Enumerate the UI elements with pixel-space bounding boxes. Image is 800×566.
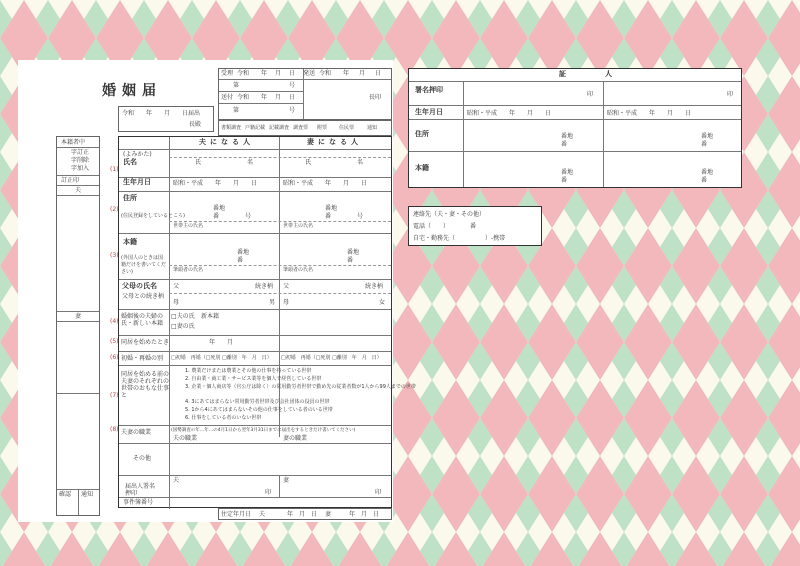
section-num-6: (6) [110,354,119,361]
husband-honseki-banchi: 番地 [237,249,250,256]
witness-address-label: 住所 [415,130,429,138]
wife-gou: 号 [357,213,364,220]
office-col-7: 通知 [367,125,378,131]
honseki-label: 本籍 [123,238,137,246]
delivered-go: 号 [289,107,296,114]
side-item-3: 字加入 [71,165,90,172]
residence-wife: 妻 [325,511,332,518]
job-item-1[interactable]: 1. 農業だけまたは農業とその他の仕事を持っている世帯 [185,368,312,374]
husband-surname-check[interactable]: □夫の氏 [171,313,195,320]
residence-husband: 夫 [259,511,266,518]
furigana-label: (よみかた) [123,151,152,158]
husband-prev-marriage[interactable]: □初婚 再婚（□死別 □離別 年 月 日） [171,355,272,361]
office-col-4: 調査票 [293,125,309,131]
form-sheet [18,60,416,522]
main-grid [118,136,416,508]
birth-label: 生年月日 [123,178,151,186]
filing-box[interactable] [118,106,214,132]
side-confirm: 確認 [59,491,72,498]
office-col-5: 附票 [317,125,328,131]
wife-prev-marriage[interactable]: □初婚 再婚（□死別 □離別 年 月 日） [281,355,382,361]
office-col-6: 住民票 [339,125,355,131]
section-num-3: (3) [110,252,119,259]
new-honseki: 新本籍 [201,313,220,320]
contact-phone[interactable]: 電話（ ） 番 [413,223,477,230]
delivered-reiwa: 令和 [237,94,250,101]
signature-husband: 夫 [173,477,180,484]
husband-mother: 母 [173,299,180,306]
honseki-note: (外国人のときは国籍だけを書いてください) [121,255,167,275]
prev-marriage-label: 初婚・再婚の別 [121,355,164,362]
witness1-birth[interactable]: 昭和・平成 年 月 日 [467,110,552,117]
witness1-honseki-ban: 番 [561,177,568,184]
witness1-seal: 印 [587,91,594,98]
side-wife: 妻 [75,313,82,320]
address-note: (住民登録をしているところ) [121,213,185,219]
name-label: 氏名 [123,158,137,166]
signature-wife-seal: 印 [375,489,382,496]
case-number-label: 事件簿番号 [123,499,154,506]
filing-date: 令和 年 月 日届出 [122,110,201,117]
sent-year: 年 [343,70,350,77]
witness1-ban: 番 [561,141,568,148]
wife-honseki-banchi: 番地 [347,249,360,256]
job-item-2[interactable]: 2. 自由業・商工業・サービス業等を個人で経営している世帯 [185,376,322,382]
wife-birth[interactable]: 昭和・平成 年 月 日 [283,180,368,187]
sent-label: 発送 [303,70,316,77]
contact-home[interactable]: 自宅・勤務先（ ）-携帯 [413,235,506,242]
job-item-5[interactable]: 5. 1から4にあてはまらないその他の仕事をしている者のいる世帯 [185,407,333,413]
occupation-label: 夫妻の職業 [121,429,152,436]
husband-ban: 番 [213,213,220,220]
occupation-note: (国勢調査の年…年…の4月1日から翌年3月31日までに届出をするときだけ書いてください) [171,428,356,433]
side-item-1: 字訂正 [71,149,90,156]
witness2-seal: 印 [727,91,734,98]
contact-title: 連絡先（夫・妻・その他） [413,211,486,218]
contact-box[interactable] [408,206,542,246]
wife-col-header: 妻になる人 [307,138,362,146]
husband-banchi: 番地 [213,205,226,212]
office-col-3: 記載調査 [269,125,290,131]
residence-date-label: 住定年月日 [221,511,252,518]
delivered-month: 月 [275,94,282,101]
parents-note: 父母との続き柄 [122,293,165,300]
witness1-honseki-banchi: 番地 [561,169,574,176]
section-num-2: (2) [110,206,119,213]
witness-birth-label: 生年月日 [415,108,443,116]
side-correction-seal: 訂正印 [61,177,80,184]
form-title: 婚姻届 [102,83,162,99]
office-col-1: 書類調査 [221,125,242,131]
husband-col-header: 夫になる人 [199,138,254,146]
cohabit-value[interactable]: 年 月 [209,339,234,346]
witness2-birth[interactable]: 昭和・平成 年 月 日 [607,110,692,117]
witness2-honseki-ban: 番 [701,177,708,184]
cohabit-label: 同居を始めたとき [121,339,170,346]
wife-ban: 番 [325,213,332,220]
filing-to: 長殿 [189,121,202,128]
husband-householder: 世帯主の氏名 [173,223,204,229]
delivered-label: 送付 [221,94,234,101]
sent-day: 日 [375,70,382,77]
husband-birth[interactable]: 昭和・平成 年 月 日 [173,180,258,187]
received-go: 号 [289,82,296,89]
office-col-2: 戸籍記載 [245,125,266,131]
husband-job-label: 夫の職業 [173,435,198,442]
parents-label: 父母の氏名 [122,282,157,290]
chief-seal: 長印 [369,94,382,101]
husband-relation: 続き柄 [255,283,274,290]
section-num-7: (7) [110,392,119,399]
received-dai: 第 [233,82,240,89]
side-husband: 夫 [75,187,82,194]
witness-box [408,68,742,188]
wife-banchi: 番地 [325,205,338,212]
husband-father: 父 [173,283,180,290]
wife-daughter: 女 [379,299,386,306]
received-day: 日 [289,70,296,77]
wife-householder: 世帯主の氏名 [283,223,314,229]
delivered-day: 日 [289,94,296,101]
section-num-8: (8) [110,426,119,433]
wife-honseki-ban: 番 [347,257,354,264]
job-label: 同居を始める前の夫妻のそれぞれの世帯のおもな仕事と [121,371,170,399]
signature-label: 届出人署名押印 [125,483,156,497]
other-label: その他 [133,455,152,462]
received-year: 年 [261,70,268,77]
job-item-6[interactable]: 6. 仕事をしている者のいない世帯 [185,415,262,421]
wife-job-label: 妻の職業 [283,435,308,442]
section-num-5: (5) [110,338,119,345]
witness-honseki-label: 本籍 [415,164,429,172]
wife-shi: 氏 [305,159,312,166]
received-label: 受理 [221,70,234,77]
receipt-box [218,68,392,120]
address-label: 住所 [123,194,137,202]
signature-husband-seal: 印 [265,489,272,496]
husband-gou: 号 [245,213,252,220]
side-notify: 通知 [81,491,94,498]
wife-mei: 名 [357,159,364,166]
side-header: 本籍者中 [61,139,86,146]
wife-surname-check[interactable]: □妻の氏 [171,323,195,330]
office-columns [218,120,392,136]
husband-shi: 氏 [195,159,202,166]
job-item-4[interactable]: 4. 3にあてはまらない常用勤労者世帯及び会社団体の役員の世帯 [185,399,330,405]
witness-signature-label: 署名押印 [415,86,443,94]
delivered-dai: 第 [233,107,240,114]
delivered-year: 年 [261,94,268,101]
new-surname-label: 婚姻後の夫婦の氏・新しい本籍 [121,313,164,327]
wife-relation: 続き柄 [365,283,384,290]
husband-honseki-ban: 番 [237,257,244,264]
side-correction-box [56,136,100,516]
wife-head-name: 筆頭者の氏名 [283,267,314,273]
signature-wife: 妻 [283,477,290,484]
received-reiwa: 令和 [237,70,250,77]
residence-wife-date: 年 月 日 [349,511,380,518]
sent-reiwa: 令和 [319,70,332,77]
husband-mei: 名 [247,159,254,166]
section-num-4: (4) [110,318,119,325]
wife-father: 父 [283,283,290,290]
sent-month: 月 [359,70,366,77]
husband-head-name: 筆頭者の氏名 [173,267,204,273]
witness2-honseki-banchi: 番地 [701,169,714,176]
witness1-banchi: 番地 [561,133,574,140]
husband-son: 男 [269,299,276,306]
side-item-2: 字削除 [71,157,90,164]
witness2-banchi: 番地 [701,133,714,140]
received-month: 月 [275,70,282,77]
witness-title: 証 人 [559,70,628,78]
job-item-3[interactable]: 3. 企業・個人商店等（官公庁は除く）の常用勤労者世帯で勤め先の従業者数が1人から99人までの世帯 [185,384,416,390]
witness2-ban: 番 [701,141,708,148]
residence-husband-date: 年 月 日 [287,511,318,518]
wife-mother: 母 [283,299,290,306]
section-num-1: (1) [110,166,119,173]
residence-date-box[interactable] [218,508,392,520]
